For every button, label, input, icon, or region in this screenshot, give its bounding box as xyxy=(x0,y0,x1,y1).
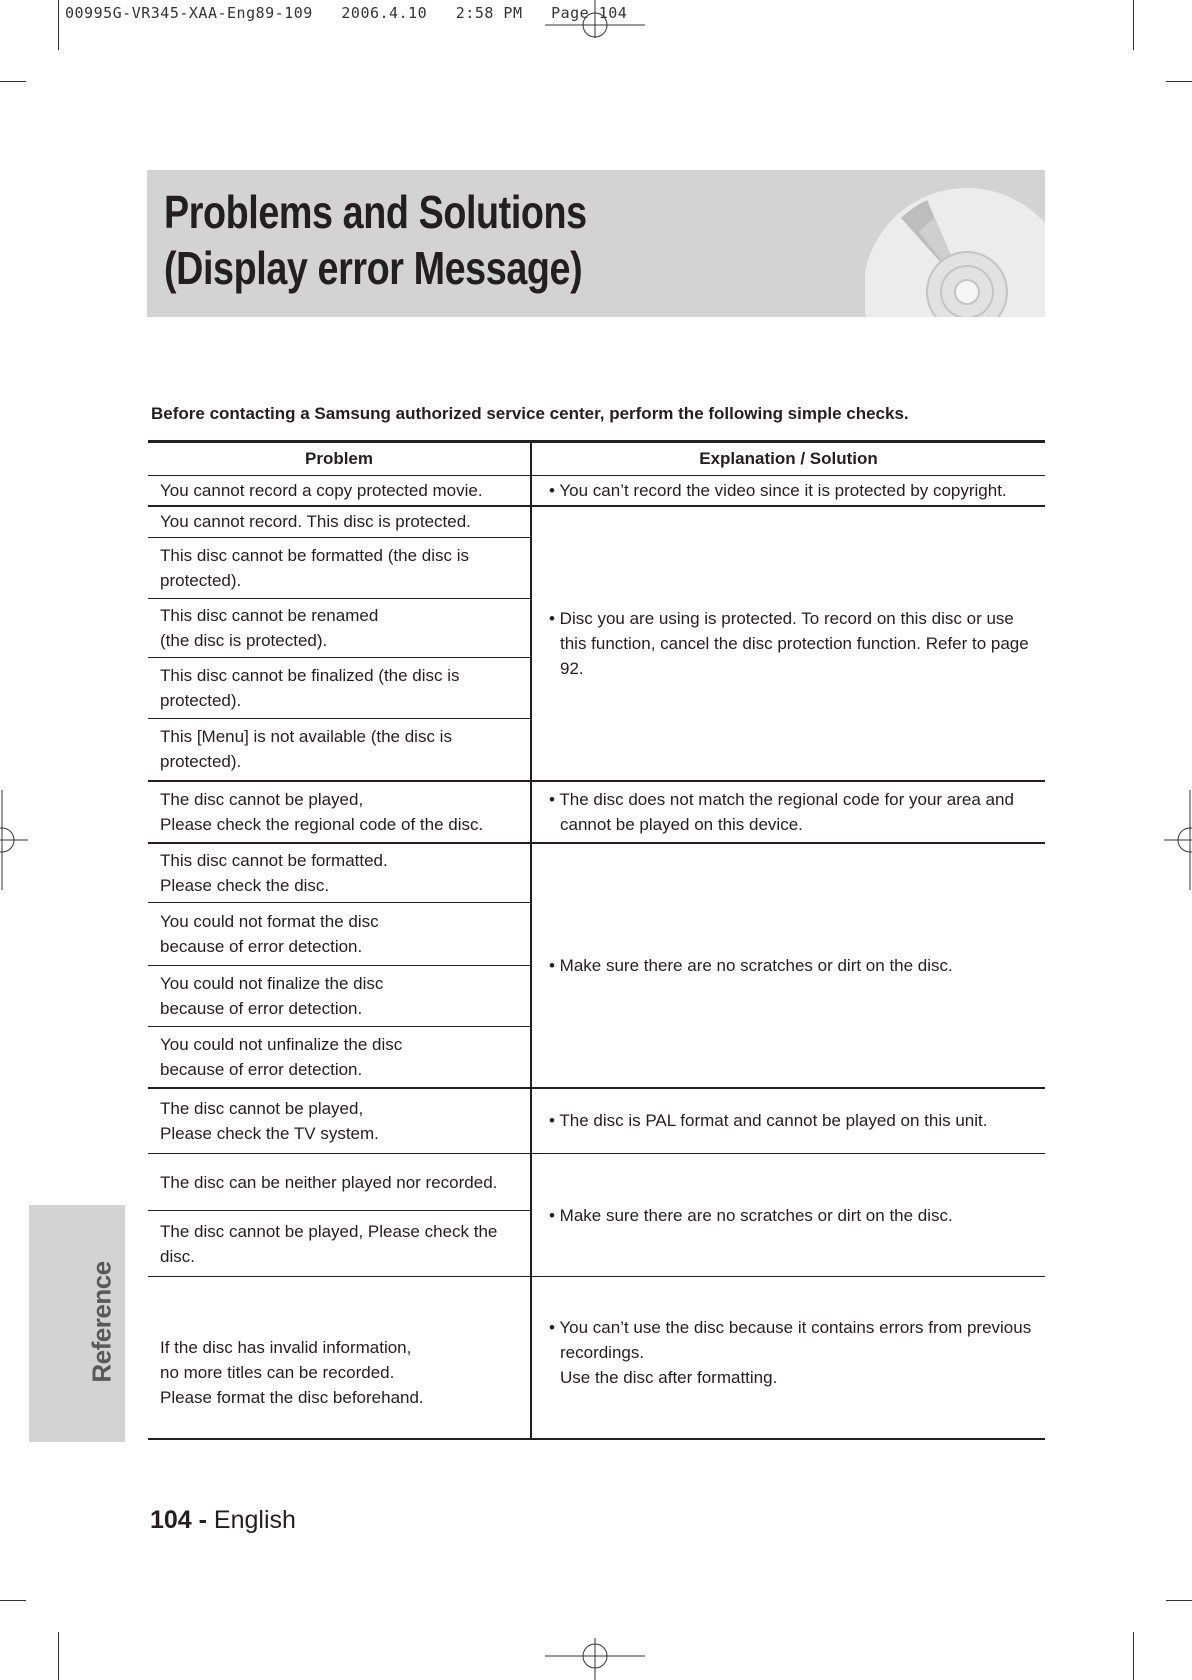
problem-cell xyxy=(148,966,531,1027)
problem-cell xyxy=(148,506,531,538)
solution-cell xyxy=(531,476,1045,506)
problem-text: The disc cannot be played, Please check the TV system. xyxy=(160,1098,379,1143)
registration-mark-bottom xyxy=(545,1638,645,1680)
solution-text: • The disc is PAL format and cannot be played on this unit. xyxy=(549,1111,988,1131)
footer-language: English xyxy=(206,1506,296,1534)
problem-text: This [Menu] is not available (the disc is protected). xyxy=(160,727,452,772)
problem-cell xyxy=(148,1211,531,1277)
problem-text: This disc cannot be formatted. Please check the disc. xyxy=(160,850,388,895)
disc-icon xyxy=(865,170,1045,317)
print-header: 00995G-VR345-XAA-Eng89-109 2006.4.10 2:58 PM Page 104 xyxy=(65,4,628,22)
crop-mark xyxy=(1166,1600,1192,1601)
table-row xyxy=(148,476,1045,506)
solution-cell xyxy=(531,1277,1045,1439)
solution-cell xyxy=(531,1088,1045,1154)
problem-cell xyxy=(148,1027,531,1088)
problem-cell xyxy=(148,538,531,599)
crop-mark xyxy=(1133,1632,1134,1680)
problems-table xyxy=(148,440,1045,1440)
solution-text: • Disc you are using is protected. To record on this disc or use this function, cancel the disc protection function. Refer to page 92. xyxy=(549,608,1029,678)
problem-text: You could not format the disc because of error detection. xyxy=(160,912,379,956)
page-footer xyxy=(150,1506,296,1535)
registration-mark-right xyxy=(1162,790,1192,890)
page-number: 104 - xyxy=(150,1506,207,1534)
registration-mark-left xyxy=(0,790,30,890)
crop-mark xyxy=(58,1632,59,1680)
header-problem: Problem xyxy=(148,442,531,476)
table-header-row xyxy=(148,442,1045,476)
solution-text: • You can’t record the video since it is protected by copyright. xyxy=(549,480,1007,500)
problem-cell xyxy=(148,658,531,719)
solution-text: • You can’t use the disc because it contains errors from previous recordings. Use the disc after formatting. xyxy=(549,1317,1032,1387)
problem-text: The disc cannot be played, Please check the disc. xyxy=(160,1221,498,1266)
problem-cell xyxy=(148,903,531,966)
problem-text: You could not unfinalize the disc because of error detection. xyxy=(160,1034,403,1079)
solution-text: • Make sure there are no scratches or dirt on the disc. xyxy=(549,1205,953,1225)
problem-cell xyxy=(148,1154,531,1211)
intro-text: Before contacting a Samsung authorized service center, perform the following simple checks. xyxy=(151,404,909,423)
problem-cell xyxy=(148,1088,531,1154)
problem-cell xyxy=(148,719,531,781)
table-row xyxy=(148,1277,1045,1439)
problem-text: The disc can be neither played nor recorded. xyxy=(160,1172,498,1192)
problem-text: You cannot record. This disc is protected. xyxy=(160,512,471,532)
problem-text: This disc cannot be finalized (the disc is protected). xyxy=(160,666,460,710)
registration-mark-top xyxy=(545,0,645,40)
table-row xyxy=(148,1154,1045,1211)
header-solution: Explanation / Solution xyxy=(531,442,1045,476)
title-line-2: (Display error Message) xyxy=(164,242,583,294)
crop-mark xyxy=(0,1600,26,1601)
title-line-1: Problems and Solutions xyxy=(164,186,587,238)
problem-text: This disc cannot be formatted (the disc is protected). xyxy=(160,546,469,590)
problem-cell xyxy=(148,599,531,658)
table-row xyxy=(148,781,1045,843)
page-title xyxy=(164,184,587,296)
side-tab-label: Reference xyxy=(86,1261,117,1383)
table-row xyxy=(148,1088,1045,1154)
solution-text: • The disc does not match the regional code for your area and cannot be played on this device. xyxy=(549,789,1014,834)
problem-text: You could not finalize the disc because of error detection. xyxy=(160,974,384,1018)
problem-text: The disc cannot be played, Please check the regional code of the disc. xyxy=(160,789,484,834)
solution-cell xyxy=(531,781,1045,843)
problem-text: This disc cannot be renamed (the disc is protected). xyxy=(160,606,379,650)
problem-text: If the disc has invalid information, no more titles can be recorded. Please format the disc beforehand. xyxy=(160,1337,424,1407)
solution-cell xyxy=(531,843,1045,1088)
crop-mark xyxy=(1133,0,1134,50)
problem-cell xyxy=(148,476,531,506)
solution-text: • Make sure there are no scratches or dirt on the disc. xyxy=(549,955,953,975)
problem-cell xyxy=(148,843,531,903)
table-row xyxy=(148,843,1045,903)
title-band xyxy=(147,170,1045,317)
crop-mark xyxy=(0,81,26,82)
table-row xyxy=(148,506,1045,538)
crop-mark xyxy=(58,0,59,50)
solution-cell xyxy=(531,506,1045,781)
problem-cell xyxy=(148,781,531,843)
problem-text: You cannot record a copy protected movie. xyxy=(160,480,483,500)
problem-cell xyxy=(148,1277,531,1439)
crop-mark xyxy=(1166,81,1192,82)
solution-cell xyxy=(531,1154,1045,1277)
